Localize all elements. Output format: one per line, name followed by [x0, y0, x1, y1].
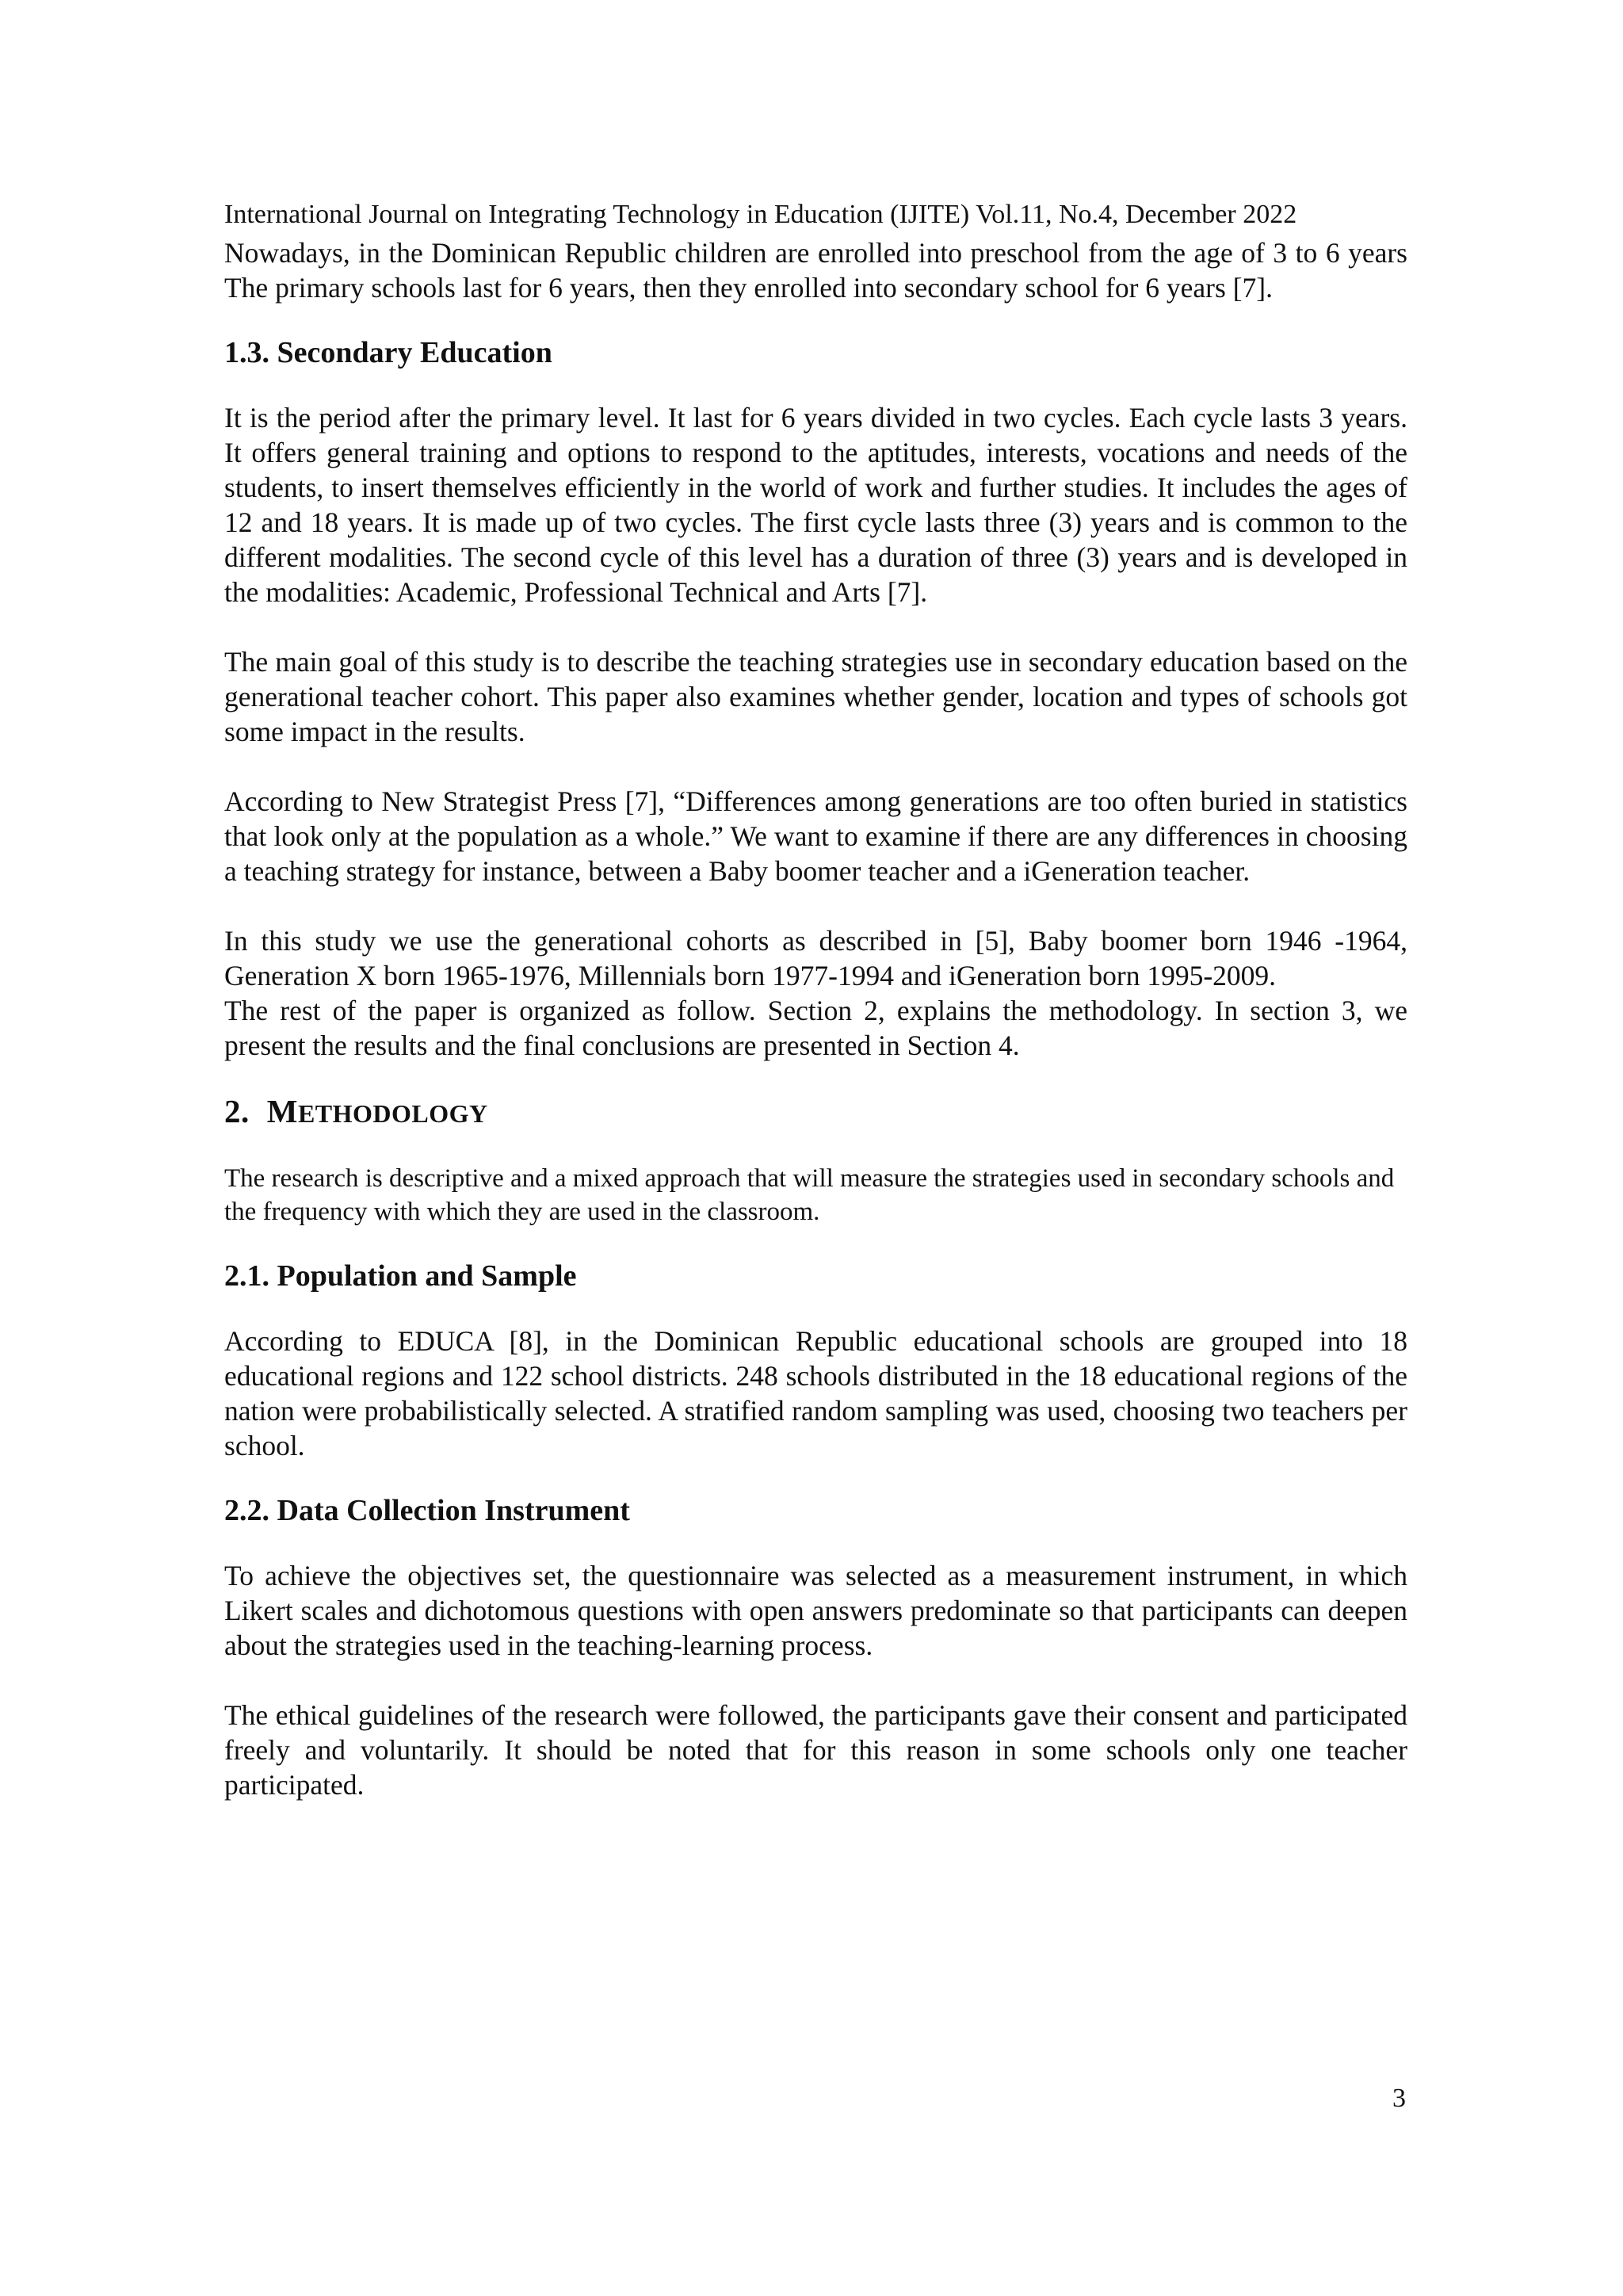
- heading-methodology-initial: M: [266, 1093, 298, 1129]
- page-content: [224, 194, 1407, 1802]
- running-header: International Journal on Integrating Technology in Education (IJITE) Vol.11, No.4, December 2022: [224, 200, 1297, 229]
- paragraph-instrument-1: To achieve the objectives set, the questionnaire was selected as a measurement instrument, in which Likert scales and dichotomous questions with open answers predominate so that participants can deepen about the strategies used in the teaching-learning process.: [224, 1560, 1407, 1661]
- heading-methodology: [224, 1087, 1407, 1138]
- heading-population-sample: 2.1. Population and Sample: [224, 1259, 577, 1293]
- paragraph-secondary-5: The rest of the paper is organized as follow. Section 2, explains the methodology. In section 3, we present the results and the final conclusions are presented in Section 4.: [224, 995, 1407, 1061]
- paragraph-instrument-2: The ethical guidelines of the research were followed, the participants gave their consent and participated freely and voluntarily. It should be noted that for this reason in some schools only one teacher participated.: [224, 1699, 1407, 1801]
- heading-secondary-education: 1.3. Secondary Education: [224, 336, 552, 369]
- paragraph-secondary-1: It is the period after the primary level. It last for 6 years divided in two cycles. Each cycle lasts 3 years. It offers general training and options to respond to the aptitudes, interests, vocations and needs of the students, to insert themselves efficiently in the world of work and further studies. It includes the ages of 12 and 18 years. It is made up of two cycles. The first cycle lasts three (3) years and is common to the different modalities. The second cycle of this level has a duration of three (3) years and is developed in the modalities: Academic, Professional Technical and Arts [7].: [224, 402, 1407, 608]
- paragraph-secondary-2: The main goal of this study is to describe the teaching strategies use in secondary education based on the generational teacher cohort. This paper also examines whether gender, location and types of schools got some impact in the results.: [224, 646, 1407, 747]
- paragraph-population: According to EDUCA [8], in the Dominican Republic educational schools are grouped into 18 educational regions and 122 school districts. 248 schools distributed in the 18 educational regions of the nation were probabilistically selected. A stratified random sampling was used, choosing two teachers per school.: [224, 1325, 1407, 1461]
- paragraph-secondary-4: In this study we use the generational cohorts as described in [5], Baby boomer born 1946 -1964, Generation X born 1965-1976, Millennials born 1977-1994 and iGeneration born 1995-2009.: [224, 925, 1407, 991]
- page-number: 3: [1392, 2084, 1406, 2113]
- heading-data-collection: 2.2. Data Collection Instrument: [224, 1494, 630, 1527]
- paragraph-methodology: The research is descriptive and a mixed approach that will measure the strategies used in secondary schools and the frequency with which they are used in the classroom.: [224, 1164, 1395, 1226]
- heading-methodology-rest: ETHODOLOGY: [297, 1099, 488, 1128]
- paragraph-intro: Nowadays, in the Dominican Republic children are enrolled into preschool from the age of 3 to 6 years The primary schools last for 6 years, then they enrolled into secondary school for 6 years [7].: [224, 237, 1407, 304]
- paragraph-secondary-3: According to New Strategist Press [7], “Differences among generations are too often buried in statistics that look only at the population as a whole.” We want to examine if there are any differences in choosing a teaching strategy for instance, between a Baby boomer teacher and a iGeneration teacher.: [224, 785, 1407, 887]
- heading-methodology-number: 2.: [224, 1093, 250, 1129]
